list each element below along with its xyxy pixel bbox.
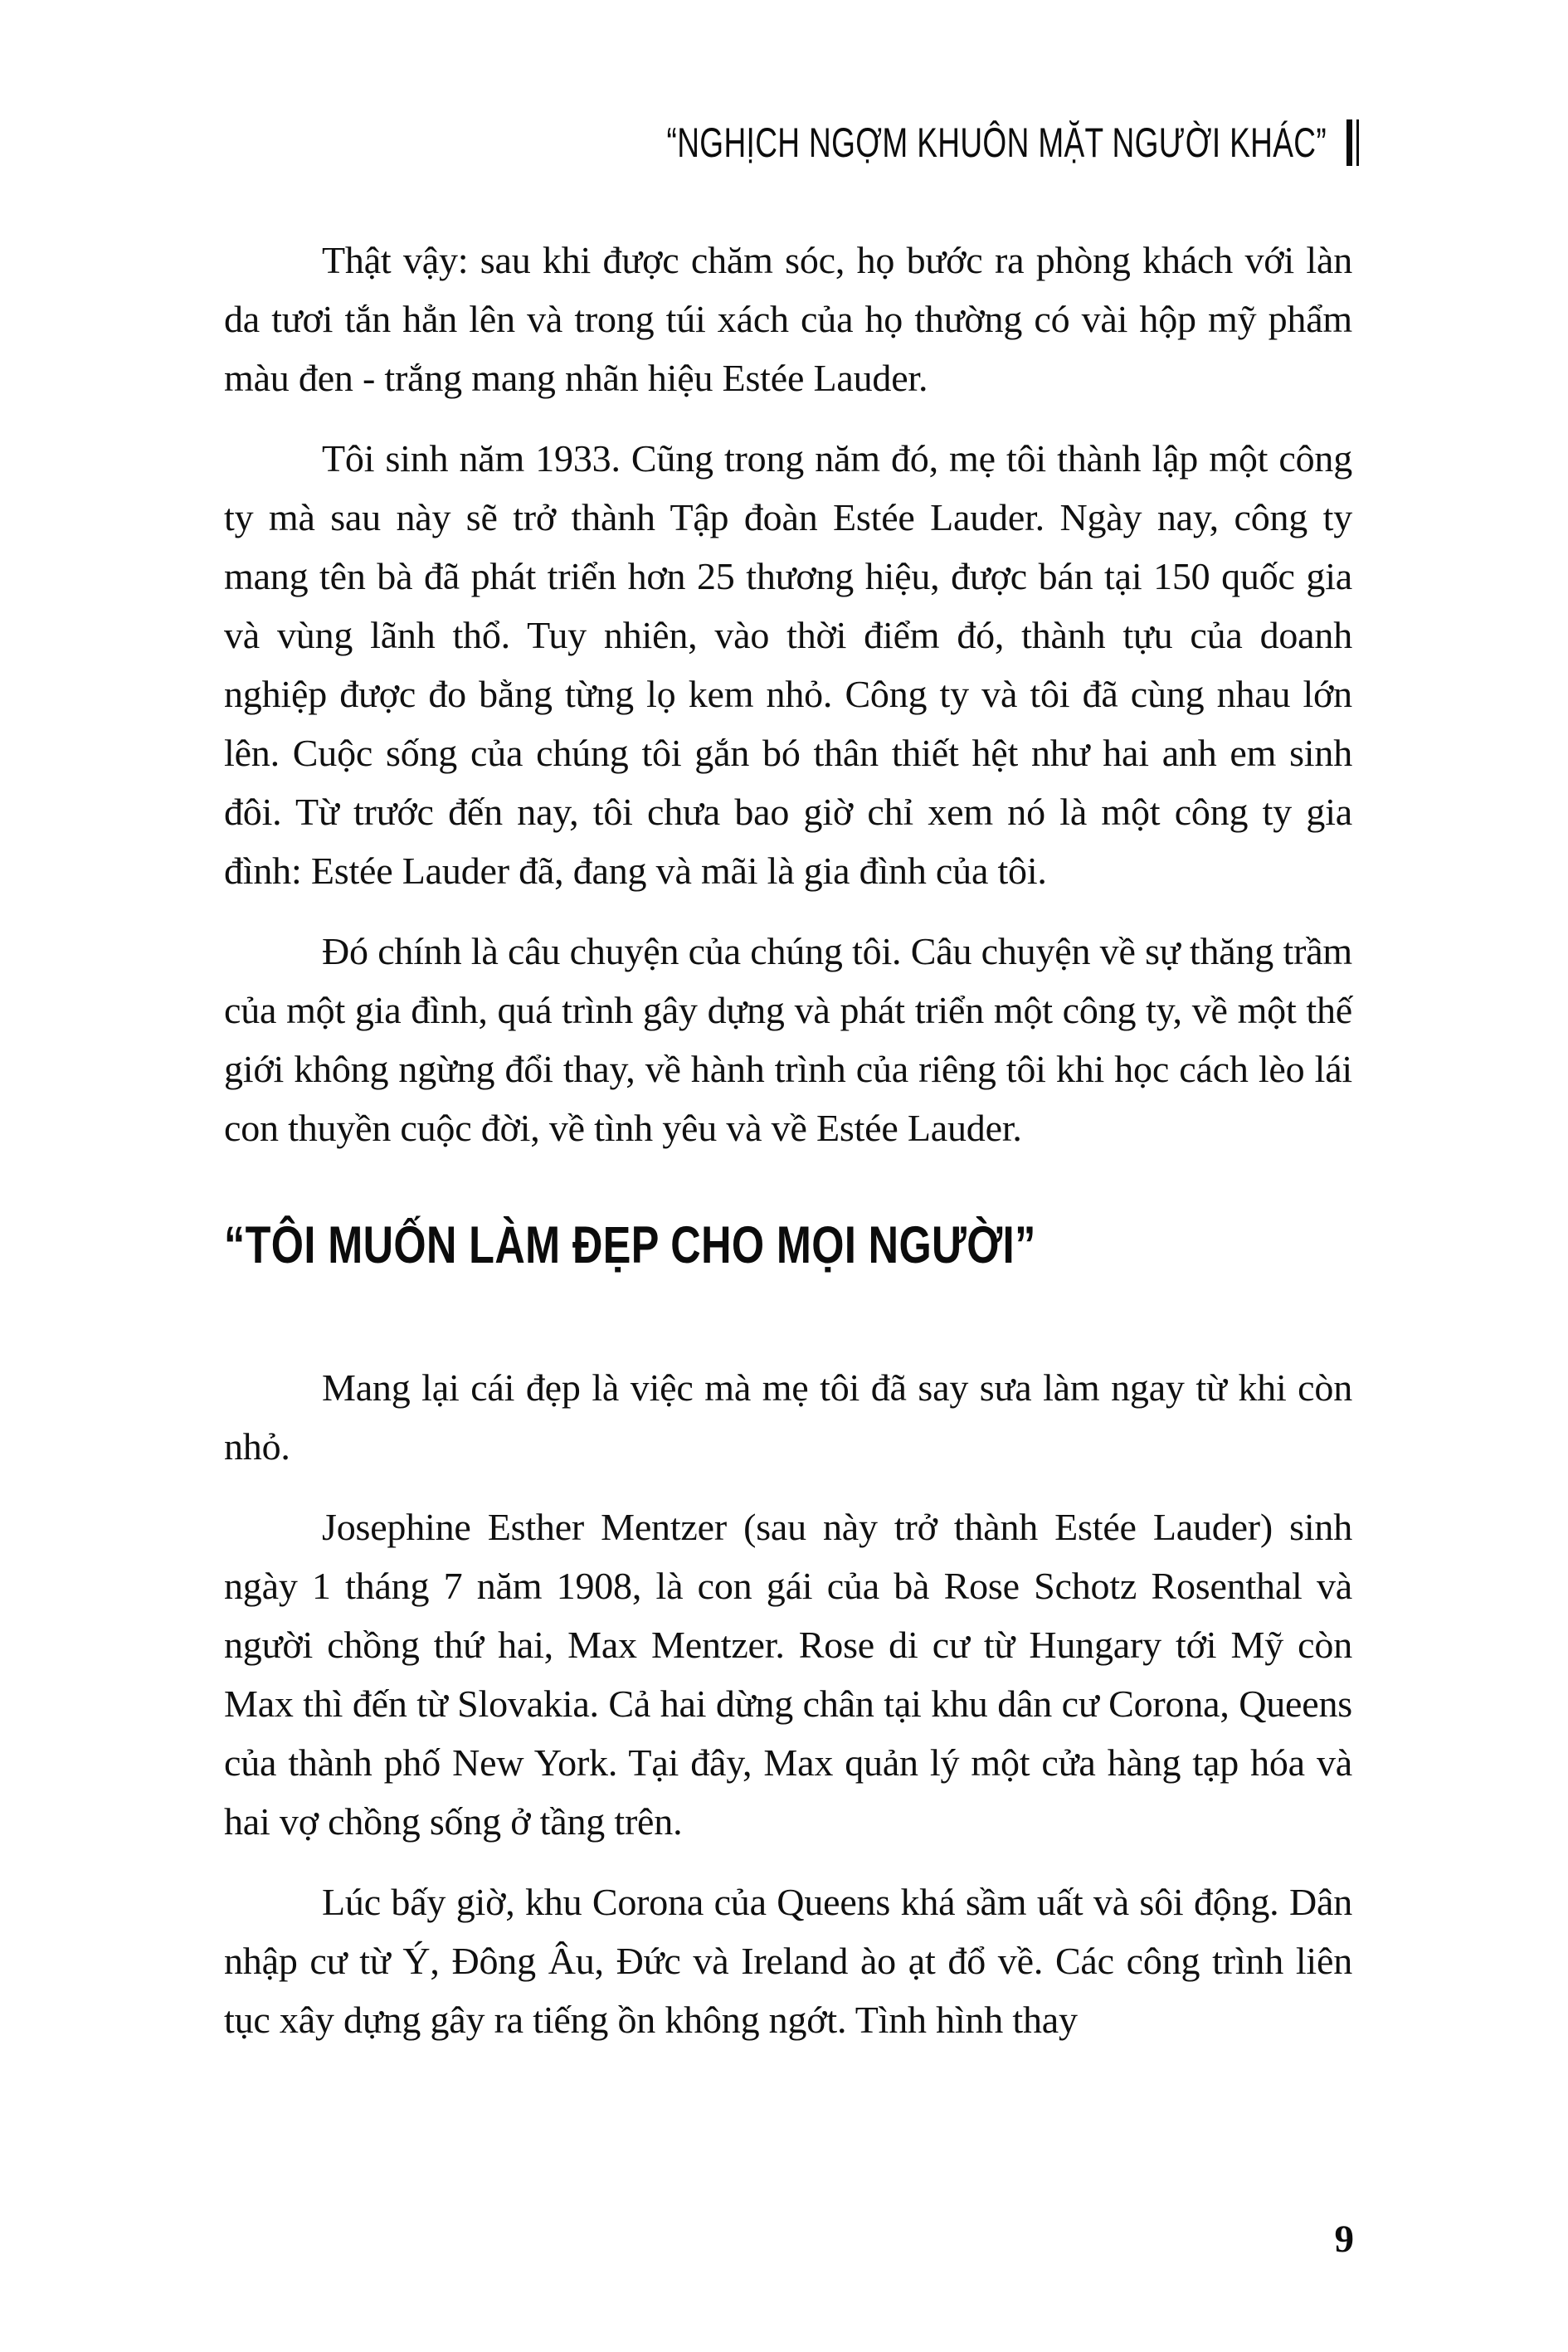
body-text-column: [224, 231, 1352, 2071]
section-heading-text: “TÔI MUỐN LÀM ĐẸP CHO MỌI NGƯỜI”: [224, 1216, 1036, 1274]
running-header: [224, 116, 1359, 169]
divider-bar-thick: [1346, 119, 1352, 166]
paragraph-5: Josephine Esther Mentzer (sau này trở thành Estée Lauder) sinh ngày 1 tháng 7 năm 1908, là con gái của bà Rose Schotz Rosenthal và người chồng thứ hai, Max Mentzer. Rose di cư từ Hungary tới Mỹ còn Max thì đến từ Slovakia. Cả hai dừng chân tại khu dân cư Corona, Queens của thành phố New York. Tại đây, Max quản lý một cửa hàng tạp hóa và hai vợ chồng sống ở tầng trên.: [224, 1506, 1352, 1843]
paragraph-6: Lúc bấy giờ, khu Corona của Queens khá sầm uất và sôi động. Dân nhập cư từ Ý, Đông Âu, Đức và Ireland ào ạt đổ về. Các công trình liên tục xây dựng gây ra tiếng ồn không ngớt. Tình hình thay: [224, 1881, 1352, 2041]
paragraph-4: Mang lại cái đẹp là việc mà mẹ tôi đã say sưa làm ngay từ khi còn nhỏ.: [224, 1366, 1352, 1468]
divider-bar-thin: [1356, 119, 1359, 166]
paragraph-3: Đó chính là câu chuyện của chúng tôi. Câu chuyện về sự thăng trầm của một gia đình, quá trình gây dựng và phát triển một công ty, về một thế giới không ngừng đổi thay, về hành trình của riêng tôi khi học cách lèo lái con thuyền cuộc đời, về tình yêu và về Estée Lauder.: [224, 930, 1352, 1149]
running-header-title: “NGHỊCH NGỢM KHUÔN MẶT NGƯỜI KHÁC”: [666, 119, 1327, 166]
paragraph-2: Tôi sinh năm 1933. Cũng trong năm đó, mẹ tôi thành lập một công ty mà sau này sẽ trở thành Tập đoàn Estée Lauder. Ngày nay, công ty mang tên bà đã phát triển hơn 25 thương hiệu, được bán tại 150 quốc gia và vùng lãnh thổ. Tuy nhiên, vào thời điểm đó, thành tựu của doanh nghiệp được đo bằng từng lọ kem nhỏ. Công ty và tôi đã cùng nhau lớn lên. Cuộc sống của chúng tôi gắn bó thân thiết hệt như hai anh em sinh đôi. Từ trước đến nay, tôi chưa bao giờ chỉ xem nó là một công ty gia đình: Estée Lauder đã, đang và mãi là gia đình của tôi.: [224, 437, 1352, 892]
page-number: 9: [1334, 2218, 1354, 2261]
header-divider-bars-icon: [1346, 119, 1359, 166]
paragraph-1: Thật vậy: sau khi được chăm sóc, họ bước ra phòng khách với làn da tươi tắn hẳn lên và trong túi xách của họ thường có vài hộp mỹ phẩm màu đen - trắng mang nhãn hiệu Estée Lauder.: [224, 239, 1352, 399]
section-heading: [224, 1214, 1352, 1288]
